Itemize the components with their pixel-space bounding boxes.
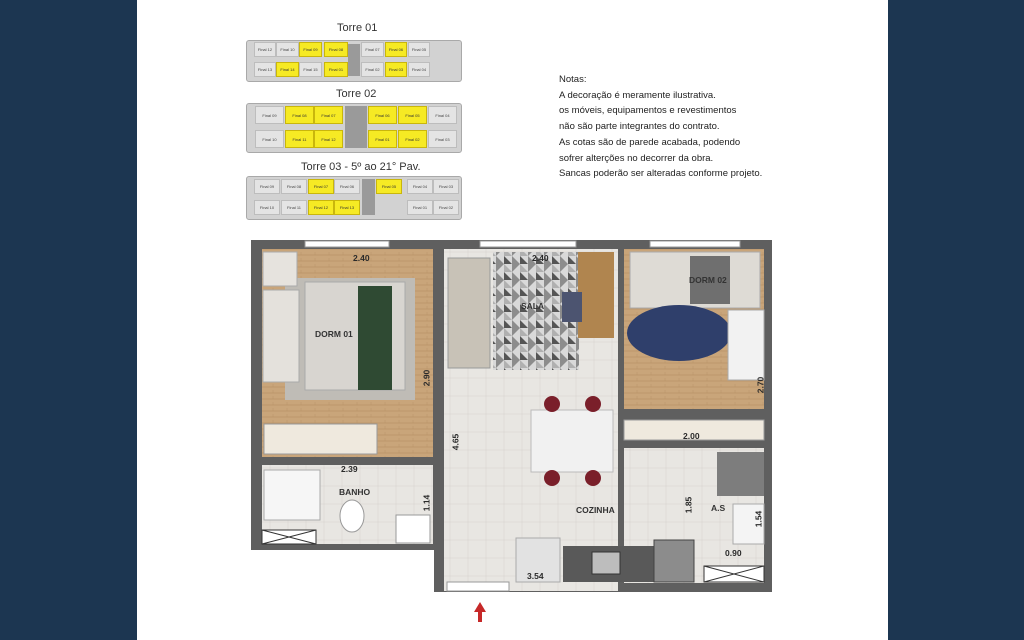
unit-cell: Final 07 xyxy=(314,106,343,124)
dorm1-wardrobe xyxy=(264,424,377,454)
dim-banho-width: 2.39 xyxy=(341,464,358,474)
room-label-sala: SALA xyxy=(521,301,545,311)
circulation-core xyxy=(362,179,375,215)
shower xyxy=(264,470,320,520)
circulation-core xyxy=(348,44,360,76)
washing-machine xyxy=(717,452,764,496)
wall-a xyxy=(433,249,444,549)
unit-cell: Final 06 xyxy=(385,42,407,57)
unit-cell: Final 09 xyxy=(254,179,280,194)
unit-cell: Final 12 xyxy=(254,42,276,57)
unit-cell: Final 11 xyxy=(281,200,307,215)
unit-cell: Final 09 xyxy=(255,106,284,124)
entry-arrow xyxy=(474,602,486,622)
chair xyxy=(585,470,601,486)
unit-cell: Final 05 xyxy=(376,179,402,194)
dorm1-headboard xyxy=(263,290,299,382)
unit-cell: Final 05 xyxy=(398,106,427,124)
dim-dorm1-height: 2.90 xyxy=(421,369,432,387)
unit-cell: Final 06 xyxy=(368,106,397,124)
exterior-notch xyxy=(251,550,434,592)
unit-cell: Final 10 xyxy=(276,42,299,57)
unit-cell: Final 08 xyxy=(324,42,348,57)
unit-cell: Final 02 xyxy=(361,62,384,77)
notes-line: As cotas são de parede acabada, podendo xyxy=(559,136,741,148)
tower-01-title: Torre 01 xyxy=(337,22,378,34)
unit-cell: Final 07 xyxy=(361,42,384,57)
unit-cell: Final 03 xyxy=(433,179,459,194)
dining-table xyxy=(531,410,613,472)
wall-d xyxy=(624,440,764,448)
dim-banho-height: 1.14 xyxy=(421,494,432,512)
sala-chair xyxy=(562,292,582,322)
sink xyxy=(396,515,430,543)
notes-line: os móveis, equipamentos e revestimentos xyxy=(559,105,737,117)
room-label-cozinha: COZINHA xyxy=(576,505,615,515)
unit-cell: Final 06 xyxy=(334,179,360,194)
unit-cell: Final 02 xyxy=(433,200,459,215)
chair xyxy=(544,396,560,412)
dim-dorm1-width: 2.40 xyxy=(353,253,370,263)
dorm1-nightstand xyxy=(263,252,297,286)
notes-line: não são parte integrantes do contrato. xyxy=(559,121,720,133)
chair xyxy=(544,470,560,486)
unit-cell: Final 13 xyxy=(254,62,276,77)
entry-door xyxy=(447,582,509,591)
unit-cell: Final 08 xyxy=(285,106,314,124)
dorm1-blanket xyxy=(358,286,392,390)
unit-cell: Final 02 xyxy=(398,130,427,148)
dim-sala-width: 2.40 xyxy=(532,253,549,263)
room-label-dorm-02: DORM 02 xyxy=(689,275,727,285)
unit-cell: Final 04 xyxy=(408,62,430,77)
unit-cell: Final 14 xyxy=(276,62,299,77)
notes-heading: Notas: xyxy=(559,74,587,85)
unit-cell: Final 01 xyxy=(368,130,397,148)
chair xyxy=(585,396,601,412)
unit-cell: Final 10 xyxy=(255,130,284,148)
tower-03-title: Torre 03 - 5º ao 21° Pav. xyxy=(301,161,421,173)
unit-cell: Final 01 xyxy=(407,200,433,215)
dim-sala-height: 4.65 xyxy=(450,433,461,451)
unit-cell: Final 12 xyxy=(314,130,343,148)
unit-cell: Final 01 xyxy=(324,62,348,77)
notes-line: A decoração é meramente ilustrativa. xyxy=(559,89,716,101)
room-label-as: A.S xyxy=(711,503,726,513)
unit-cell: Final 10 xyxy=(254,200,280,215)
notes-line: sofrer alterções no decorrer da obra. xyxy=(559,152,714,164)
unit-cell: Final 03 xyxy=(428,130,457,148)
unit-cell: Final 13 xyxy=(334,200,360,215)
window-dorm2 xyxy=(650,241,740,247)
dim-as-width: 0.90 xyxy=(725,548,742,558)
dorm2-desk xyxy=(728,310,764,380)
tower-02-title: Torre 02 xyxy=(336,88,377,100)
dim-dorm2-width: 2.00 xyxy=(683,431,700,441)
sala-sofa xyxy=(448,258,490,368)
room-label-banho: BANHO xyxy=(339,487,371,497)
window-sala xyxy=(480,241,576,247)
wall-b xyxy=(618,249,624,434)
unit-cell: Final 05 xyxy=(408,42,430,57)
room-label-dorm-01: DORM 01 xyxy=(315,329,353,339)
unit-cell: Final 09 xyxy=(299,42,322,57)
notes-line: Sancas poderão ser alteradas conforme projeto. xyxy=(559,168,763,180)
unit-cell: Final 15 xyxy=(299,62,322,77)
unit-cell: Final 08 xyxy=(281,179,307,194)
circulation-core xyxy=(345,106,367,148)
kitchen-sink xyxy=(592,552,620,574)
unit-cell: Final 04 xyxy=(407,179,433,194)
sala-rack xyxy=(578,252,614,338)
stove xyxy=(654,540,694,582)
dim-as-height: 1.54 xyxy=(753,510,764,528)
unit-cell: Final 07 xyxy=(308,179,334,194)
dim-cozinha-height: 1.85 xyxy=(683,496,694,514)
window-dorm1 xyxy=(305,241,389,247)
dorm2-rug xyxy=(627,305,731,361)
dim-dorm2-height: 2.70 xyxy=(755,376,766,394)
unit-cell: Final 12 xyxy=(308,200,334,215)
toilet xyxy=(340,500,364,532)
unit-cell: Final 03 xyxy=(385,62,407,77)
unit-cell: Final 11 xyxy=(285,130,314,148)
dim-cozinha-width: 3.54 xyxy=(527,571,544,581)
unit-cell: Final 04 xyxy=(428,106,457,124)
